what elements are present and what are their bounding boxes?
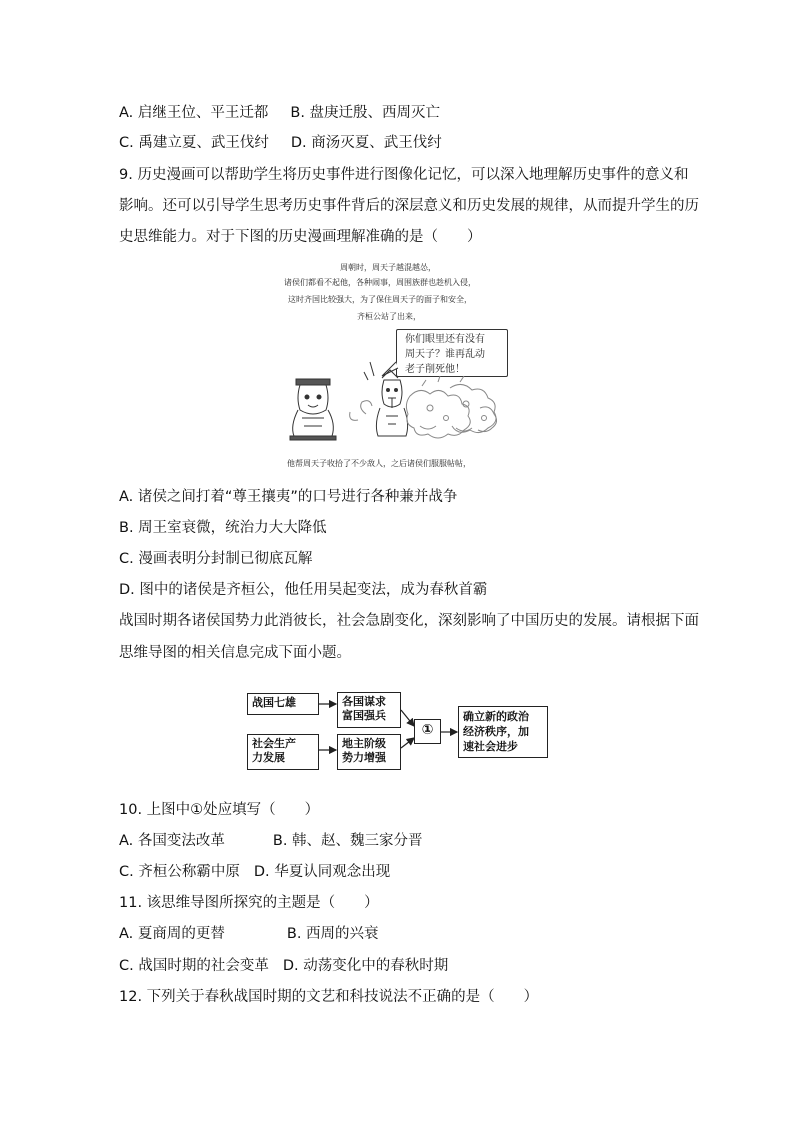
q8-option-a: A. 启继王位、平王迁都 (119, 105, 269, 121)
intro-line2: 思维导图的相关信息完成下面小题。 (119, 645, 351, 661)
box-productivity (247, 734, 319, 770)
q10-option-d: D. 华夏认同观念出现 (253, 864, 391, 880)
cartoon-caption-2: 诸侯们都看不起他，各种闹事，周围族群也趁机入侵， (284, 278, 476, 287)
cartoon-caption-4: 齐桓公站了出来， (357, 312, 421, 321)
q8-option-b: B. 盘庚迁殷、西周灭亡 (290, 105, 441, 121)
q8-option-c: C. 禹建立夏、武王伐纣 (119, 135, 269, 151)
history-cartoon (270, 258, 525, 473)
q12-stem: 12. 下列关于春秋战国时期的文艺和科技说法不正确的是（ ） (119, 989, 539, 1005)
speech-line-2: 周天子？谁再乱动 (405, 349, 485, 360)
intro-line1: 战国时期各诸侯国势力此消彼长，社会急剧变化，深刻影响了中国历史的发展。请根据下面 (119, 613, 699, 629)
box-landlord-class-line2: 势力增强 (342, 751, 386, 764)
cartoon-drawing (270, 258, 525, 473)
q9-option-c: C. 漫画表明分封制已彻底瓦解 (119, 551, 313, 567)
q10-options-row1 (119, 831, 423, 851)
q10-option-a: A. 各国变法改革 (119, 833, 225, 849)
q8-options-row1 (119, 103, 440, 123)
q11-option-c: C. 战国时期的社会变革 (119, 958, 269, 974)
box-landlord-class (337, 734, 401, 770)
box-wealth-power-line1: 各国谋求 (342, 695, 386, 708)
box-productivity-line1: 社会生产 (252, 737, 296, 750)
box-new-order-line2: 经济秩序，加 (463, 725, 529, 738)
q11-option-b: B. 西周的兴衰 (286, 926, 379, 942)
q9-stem-line3: 史思维能力。对于下图的历史漫画理解准确的是（ ） (119, 229, 482, 245)
q11-option-a: A. 夏商周的更替 (119, 926, 225, 942)
box-new-order-line1: 确立新的政治 (463, 710, 529, 723)
q8-options-row2 (119, 133, 442, 153)
defeated-enemies-clouds (350, 376, 497, 438)
box-blank-1-text: ① (421, 722, 434, 738)
box-blank-1 (414, 719, 441, 744)
zhou-king-figure (290, 379, 336, 440)
q11-stem: 11. 该思维导图所探究的主题是（ ） (119, 895, 379, 911)
q9-option-d: D. 图中的诸侯是齐桓公，他任用吴起变法，成为春秋首霸 (119, 582, 488, 598)
box-landlord-class-line1: 地主阶级 (342, 737, 386, 750)
box-new-order (458, 706, 548, 758)
q8-option-d: D. 商汤灭夏、武王伐纣 (290, 135, 442, 151)
q10-option-b: B. 韩、赵、魏三家分晋 (272, 833, 423, 849)
q11-options-row2 (119, 956, 448, 976)
cartoon-caption-1: 周朝时，周天子越混越怂， (340, 263, 436, 272)
box-seven-states (247, 693, 319, 715)
q11-options-row1 (119, 924, 379, 944)
mind-map-diagram (244, 688, 564, 774)
q11-option-d: D. 动荡变化中的春秋时期 (282, 958, 449, 974)
box-productivity-line2: 力发展 (252, 751, 285, 764)
q10-option-c: C. 齐桓公称霸中原 (119, 864, 240, 880)
cartoon-caption-3: 这时齐国比较强大，为了保住周天子的面子和安全， (288, 295, 472, 304)
q9-stem-line1: 9. 历史漫画可以帮助学生将历史事件进行图像化记忆，可以深入地理解历史事件的意义和 (119, 167, 689, 183)
q10-stem: 10. 上图中①处应填写（ ） (119, 802, 320, 818)
q9-stem-line2: 影响。还可以引导学生思考历史事件背后的深层意义和历史发展的规律，从而提升学生的历 (119, 198, 699, 214)
box-wealth-power (337, 692, 401, 728)
q10-options-row2 (119, 862, 390, 882)
speech-line-1: 你们眼里还有没有 (405, 334, 485, 345)
q9-option-a: A. 诸侯之间打着“尊王攘夷”的口号进行各种兼并战争 (119, 489, 458, 505)
q9-option-b: B. 周王室衰微，统治力大大降低 (119, 520, 327, 536)
box-seven-states-text: 战国七雄 (252, 696, 296, 709)
speech-line-3: 老子削死他！ (405, 364, 465, 375)
cartoon-bottom-caption: 他帮周天子收拾了不少敌人，之后诸侯们服服帖帖， (287, 459, 471, 468)
box-wealth-power-line2: 富国强兵 (342, 709, 386, 722)
box-new-order-line3: 速社会进步 (463, 740, 518, 753)
